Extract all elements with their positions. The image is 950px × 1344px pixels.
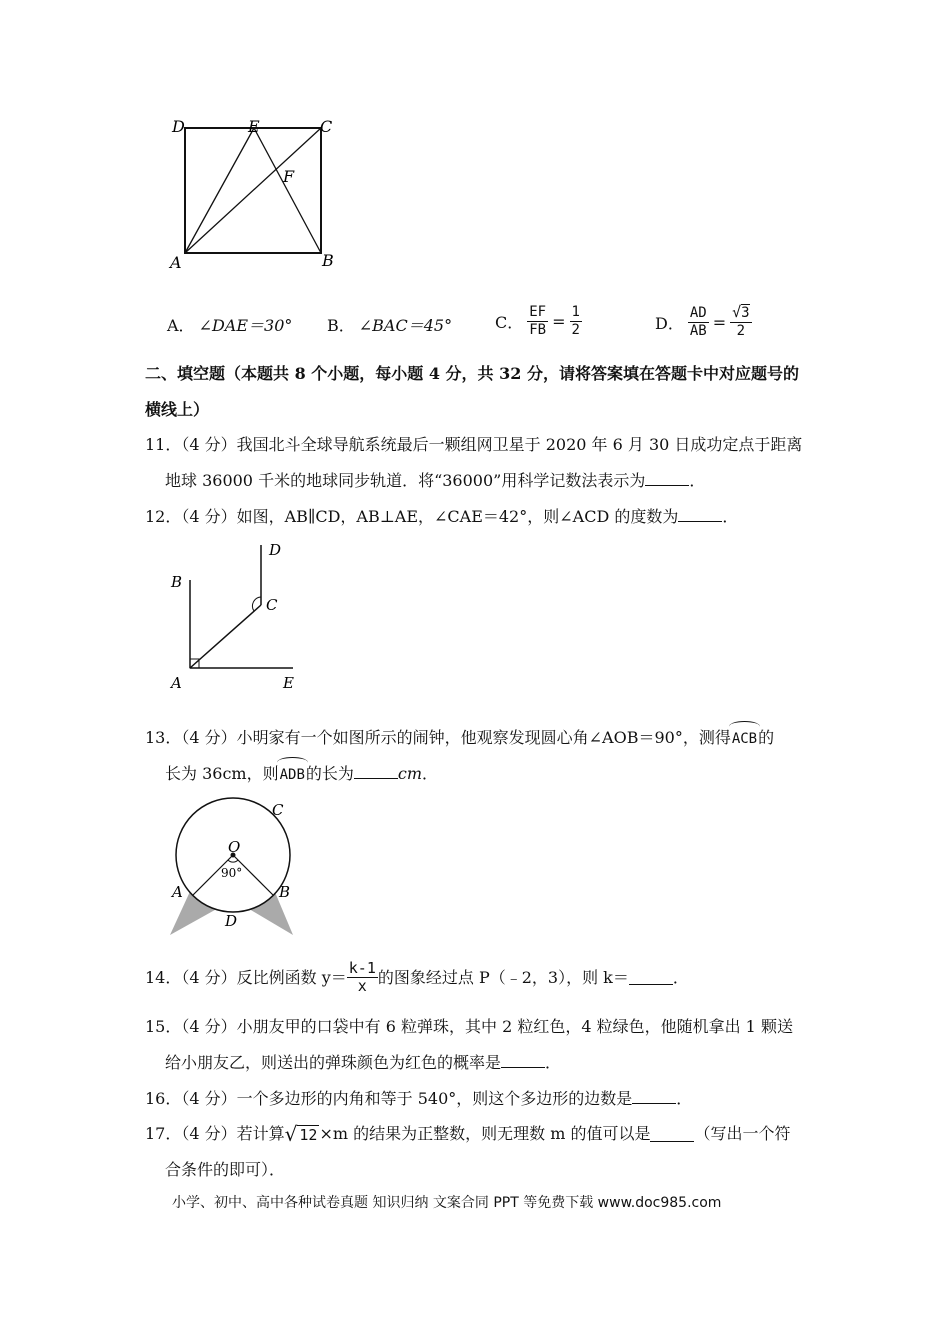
answer-blank[interactable] — [650, 1127, 694, 1142]
label-E: E — [283, 674, 294, 692]
fraction-sqrt3-over-2 — [730, 304, 751, 340]
q16-text: 16．（4 分）一个多边形的内角和等于 540°，则这个多边形的边数是 — [145, 1089, 633, 1108]
option-d — [655, 304, 752, 340]
option-b-text: ∠BAC＝45° — [358, 316, 453, 335]
radicand: 12 — [299, 1126, 318, 1144]
answer-blank[interactable] — [678, 507, 722, 522]
label-B: B — [171, 573, 183, 591]
label-E: E — [248, 117, 260, 136]
q17-line2: 合条件的即可）． — [165, 1160, 286, 1179]
q11-line2 — [165, 469, 705, 493]
figure-alarm-clock — [160, 795, 310, 940]
label-F: F — [283, 167, 295, 186]
q11-end: ． — [689, 471, 706, 490]
q11-text: 地球 36000 千米的地球同步轨道．将“36000”用科学记数法表示为 — [165, 471, 646, 490]
q12-line — [145, 505, 738, 529]
sqrt-12 — [285, 1124, 320, 1144]
equals-sign: = — [712, 312, 727, 332]
label-D: D — [172, 117, 185, 136]
fraction-denominator: AB — [689, 322, 707, 339]
option-d-prefix: D． — [655, 313, 684, 333]
fraction-denominator: 2 — [571, 322, 580, 338]
option-a-text: ∠DAE＝30° — [198, 316, 293, 335]
q12-end: ． — [722, 507, 739, 526]
q13-line1 — [145, 726, 774, 751]
fraction-denominator: 2 — [736, 323, 746, 339]
label-A: A — [170, 253, 182, 272]
q13-end: ． — [422, 764, 439, 783]
option-c — [495, 304, 582, 339]
fraction-denominator: FB — [529, 322, 547, 338]
arc-acb: ACB — [731, 727, 758, 751]
section-heading: 二、填空题（本题共 8 个小题，每小题 4 分，共 32 分，请将答案填在答题卡中对应题号的 — [145, 364, 799, 383]
q16-end: ． — [676, 1089, 693, 1108]
label-C: C — [272, 801, 284, 819]
label-C: C — [266, 596, 278, 614]
section-heading-cont: 横线上） — [145, 400, 210, 419]
answer-blank[interactable] — [354, 764, 398, 779]
option-b — [327, 313, 452, 336]
q14-end: ． — [672, 967, 689, 987]
angle-label: 90° — [221, 866, 243, 880]
fraction-ef-fb — [527, 304, 548, 339]
q17-text: ×m 的结果为正整数，则无理数 m 的值可以是 — [319, 1124, 651, 1143]
option-a — [167, 313, 292, 336]
option-a-prefix: A． — [167, 316, 195, 335]
answer-blank[interactable] — [629, 970, 673, 985]
q13-text: 13．（4 分）小明家有一个如图所示的闹钟，他观察发现圆心角∠AOB＝90°，测得 — [145, 728, 731, 747]
q17-text: （写出一个符 — [694, 1124, 791, 1143]
option-c-prefix: C． — [495, 313, 524, 332]
q15-end: ． — [545, 1053, 562, 1072]
page-footer: 小学、初中、高中各种试卷真题 知识归纳 文案合同 PPT 等免费下载 www.doc985.com — [172, 1195, 722, 1211]
q13-text: 的长为 — [305, 764, 354, 783]
q12-text: 12．（4 分）如图，AB∥CD，AB⊥AE，∠CAE＝42°，则∠ACD 的度数为 — [145, 507, 679, 526]
label-B: B — [279, 883, 291, 901]
figure-square — [160, 110, 350, 275]
fraction-k-minus-1-over-x — [347, 960, 378, 995]
q14-text: 14．（4 分）反比例函数 y＝ — [145, 967, 347, 987]
unit: cm — [397, 764, 423, 783]
label-A: A — [171, 674, 182, 692]
answer-blank[interactable] — [645, 471, 689, 486]
q13-text: 长为 36cm，则 — [165, 764, 279, 783]
answer-blank[interactable] — [632, 1089, 676, 1104]
figure-parallel-lines — [165, 535, 315, 695]
q17-line1 — [145, 1122, 790, 1146]
q15-line2 — [165, 1051, 561, 1075]
equals-sign: = — [552, 312, 566, 331]
q16-line — [145, 1087, 692, 1111]
option-b-prefix: B． — [327, 316, 355, 335]
fraction-numerator: EF — [529, 304, 547, 320]
label-A: A — [172, 883, 183, 901]
q15-text: 给小朋友乙，则送出的弹珠颜色为红色的概率是 — [165, 1053, 502, 1072]
fraction-numerator: 1 — [571, 304, 580, 320]
label-C: C — [320, 117, 333, 136]
q17-text: 17．（4 分）若计算 — [145, 1124, 285, 1143]
sqrt-symbol: √ — [284, 1122, 298, 1146]
q13-line2 — [165, 762, 438, 787]
fraction-one-half — [570, 304, 582, 339]
q14-text: 的图象经过点 P（﹣2，3），则 k＝ — [377, 967, 629, 987]
answer-blank[interactable] — [501, 1053, 545, 1068]
q15-line1: 15．（4 分）小朋友甲的口袋中有 6 粒弹珠，其中 2 粒红色，4 粒绿色，他随机拿出 1 颗送 — [145, 1017, 793, 1036]
q11-line1: 11．（4 分）我国北斗全球导航系统最后一颗组网卫星于 2020 年 6 月 30 日成功定点于距离 — [145, 435, 803, 454]
label-B: B — [322, 251, 334, 270]
fraction-numerator: AD — [689, 304, 707, 321]
q14-line — [145, 960, 689, 995]
sqrt-symbol: √ — [732, 303, 742, 321]
arc-adb: ADB — [279, 763, 306, 787]
fraction-numerator: k-1 — [348, 959, 376, 977]
label-D: D — [269, 541, 282, 559]
label-O: O — [228, 838, 241, 856]
fraction-numerator — [730, 304, 751, 323]
radicand: 3 — [741, 305, 750, 321]
label-D: D — [225, 912, 238, 930]
fraction-denominator: x — [357, 977, 367, 995]
fraction-ad-ab — [688, 305, 709, 340]
q13-text-end: 的 — [758, 728, 775, 747]
